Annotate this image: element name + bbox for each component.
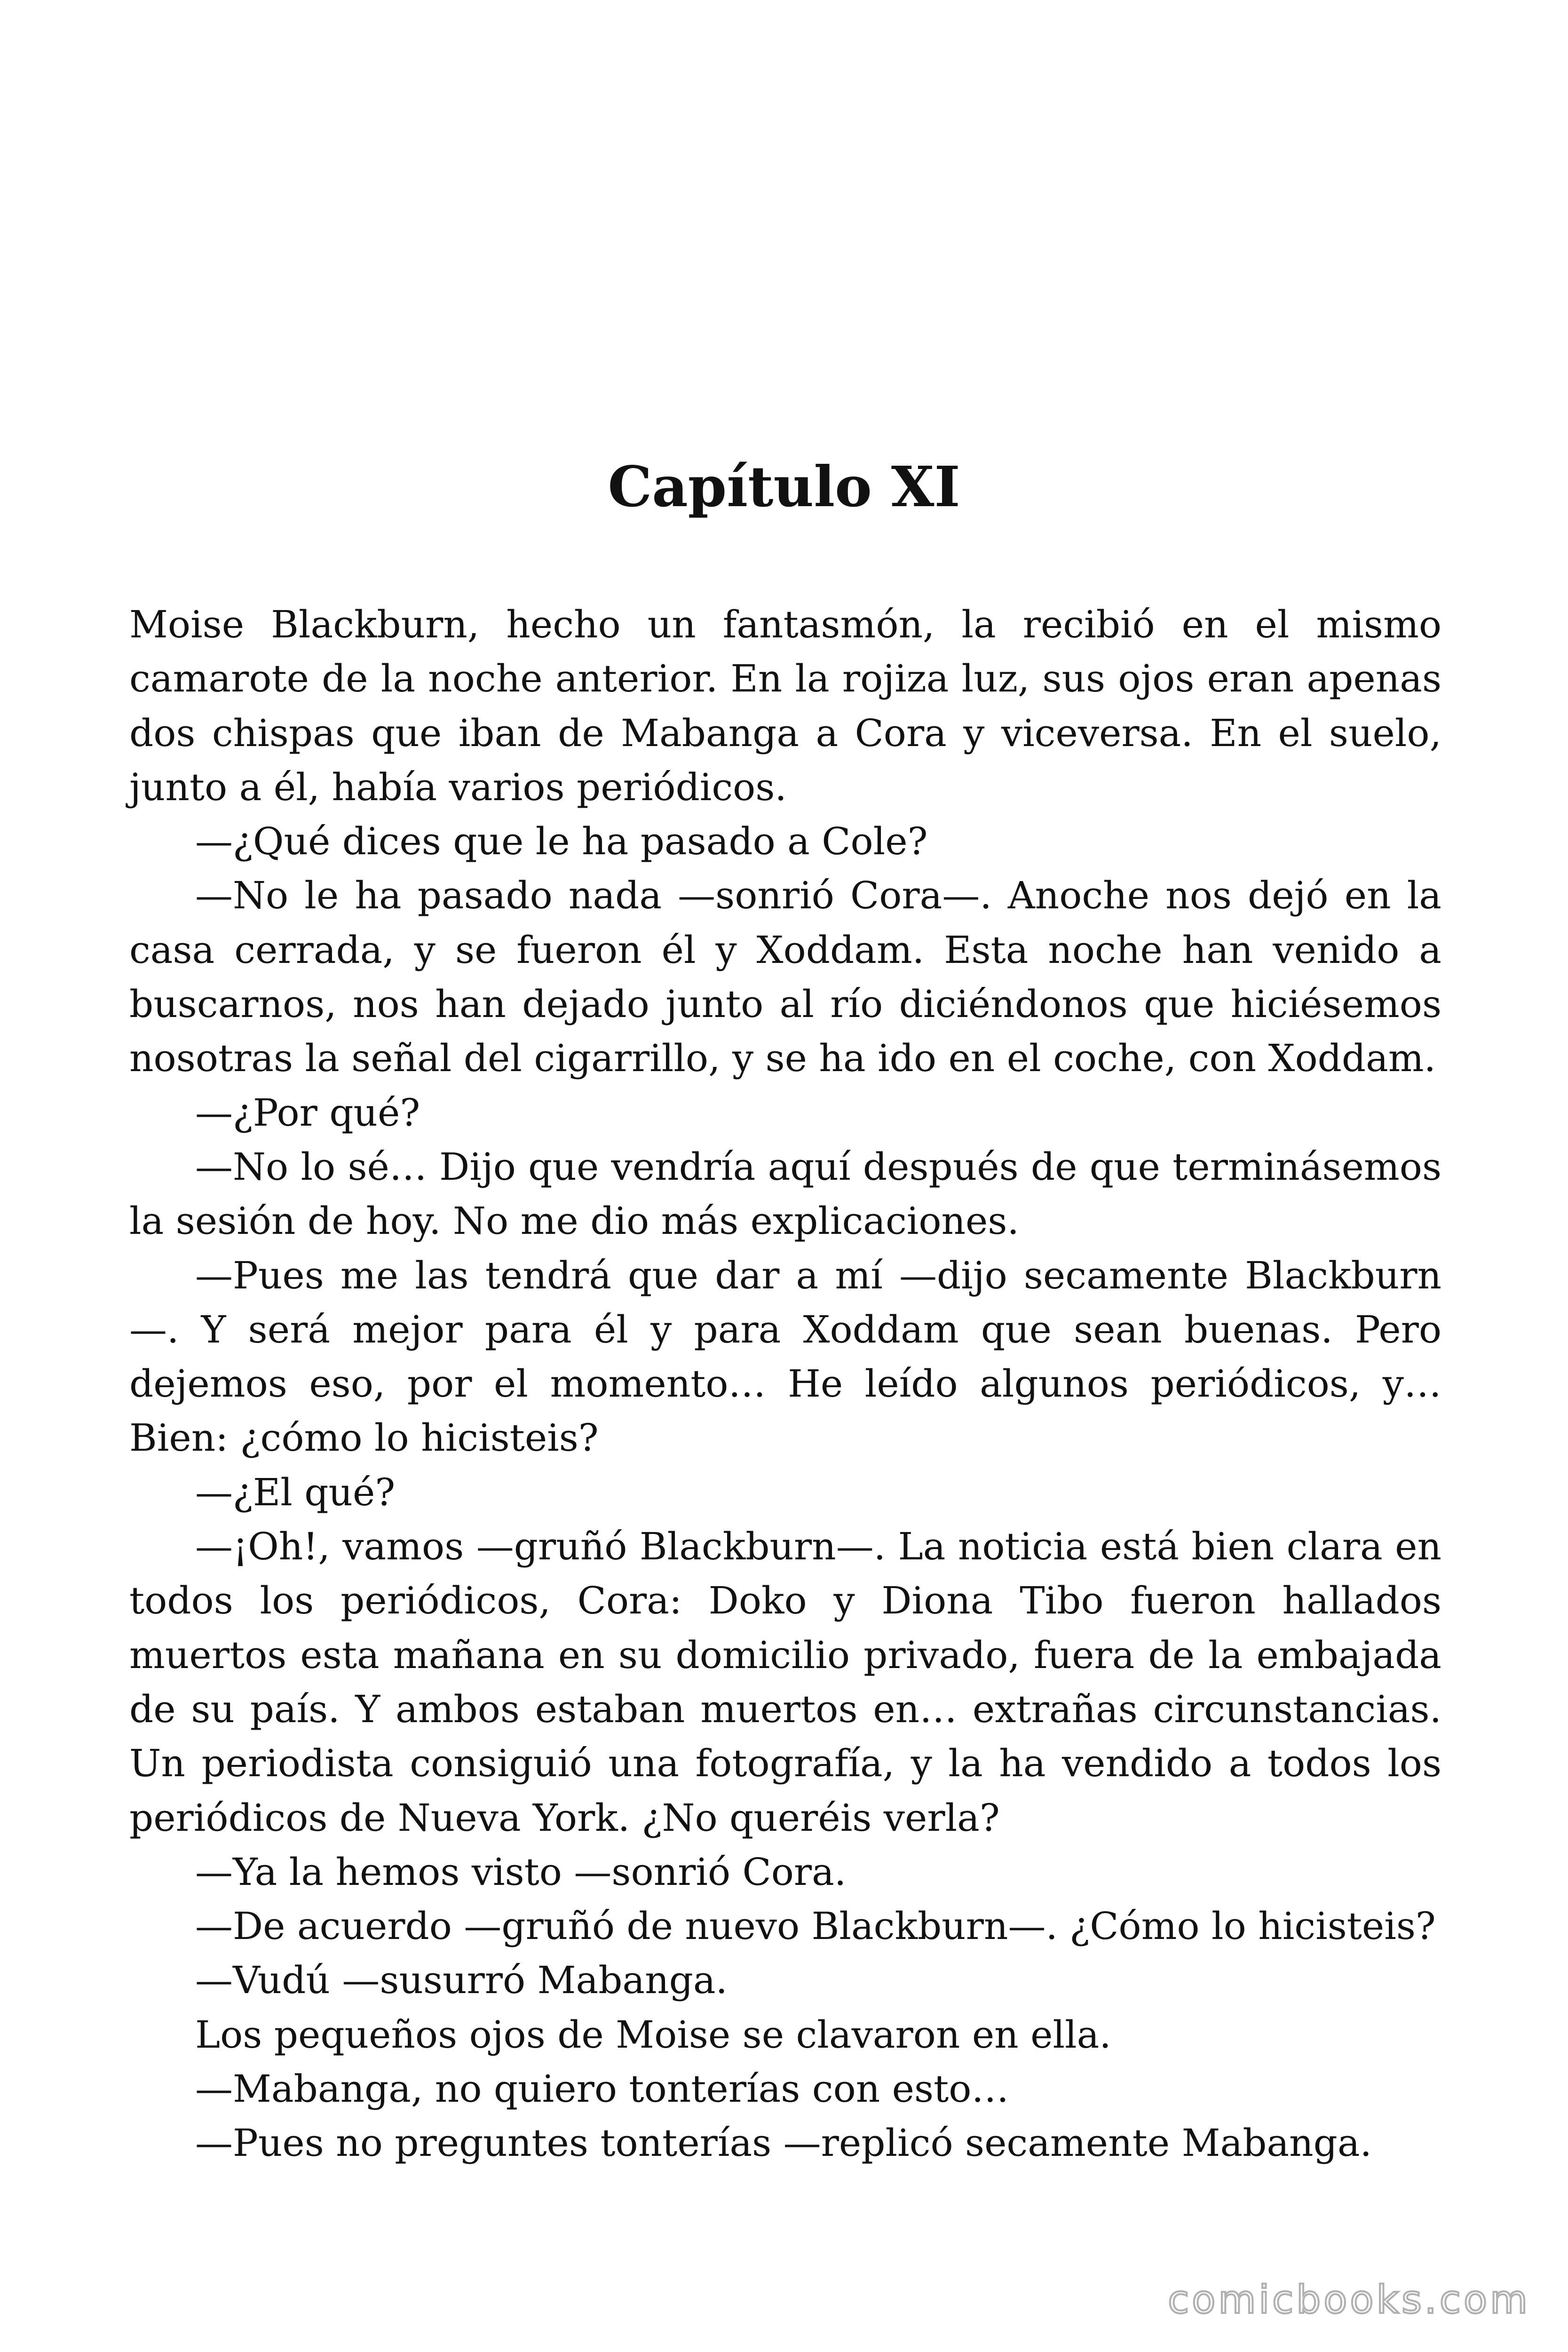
paragraph: —¿El qué?: [195, 1470, 396, 1514]
paragraph: —Ya la hemos visto —sonrió Cora.: [195, 1850, 847, 1894]
paragraph: —Pues no preguntes tonterías —replicó secamente Mabanga.: [195, 2121, 1372, 2165]
paragraph: —De acuerdo —gruñó de nuevo Blackburn—. ¿Cómo lo hicisteis?: [195, 1904, 1436, 1948]
paragraph: —¿Por qué?: [195, 1090, 420, 1135]
paragraph: —Pues me las tendrá que dar a mí —dijo secamente Blackburn —. Y será mejor para él y para Xoddam que sean buenas. Pero dejemos eso, por el momento… He leído algunos periódicos, y… Bien: ¿cómo lo hicisteis?: [129, 1253, 1441, 1460]
paragraph: Los pequeños ojos de Moise se clavaron en ella.: [195, 2012, 1111, 2057]
paragraph: —¿Qué dices que le ha pasado a Cole?: [195, 819, 928, 864]
paragraph: —No lo sé… Dijo que vendría aquí después de que terminásemos la sesión de hoy. No me dio más explicaciones.: [129, 1144, 1441, 1243]
paragraph: Moise Blackburn, hecho un fantasmón, la recibió en el mismo camarote de la noche anterior. En la rojiza luz, sus ojos eran apenas dos chispas que iban de Mabanga a Cora y viceversa. En el suelo, junto a él, había varios periódicos.: [129, 603, 1441, 809]
paragraph: —Mabanga, no quiero tonterías con esto…: [195, 2067, 1009, 2111]
chapter-body: [129, 597, 1441, 2170]
watermark-text: comicbooks.com: [1168, 2278, 1530, 2322]
chapter-title: Capítulo XI: [608, 454, 960, 519]
paragraph: —Vudú —susurró Mabanga.: [195, 1958, 728, 2002]
paragraph: —¡Oh!, vamos —gruñó Blackburn—. La noticia está bien clara en todos los periódicos, Cora: Doko y Diona Tibo fueron hallados muertos esta mañana en su domicilio privado, fuera de la embajada de su país. Y ambos estaban muertos en… extrañas circunstancias. Un periodista consiguió una fotografía, y la ha vendido a todos los periódicos de Nueva York. ¿No queréis verla?: [129, 1525, 1441, 1840]
paragraph: —No le ha pasado nada —sonrió Cora—. Anoche nos dejó en la casa cerrada, y se fueron él y Xoddam. Esta noche han venido a buscarnos, nos han dejado junto al río diciéndonos que hiciésemos nosotras la señal del cigarrillo, y se ha ido en el coche, con Xoddam.: [129, 874, 1441, 1081]
